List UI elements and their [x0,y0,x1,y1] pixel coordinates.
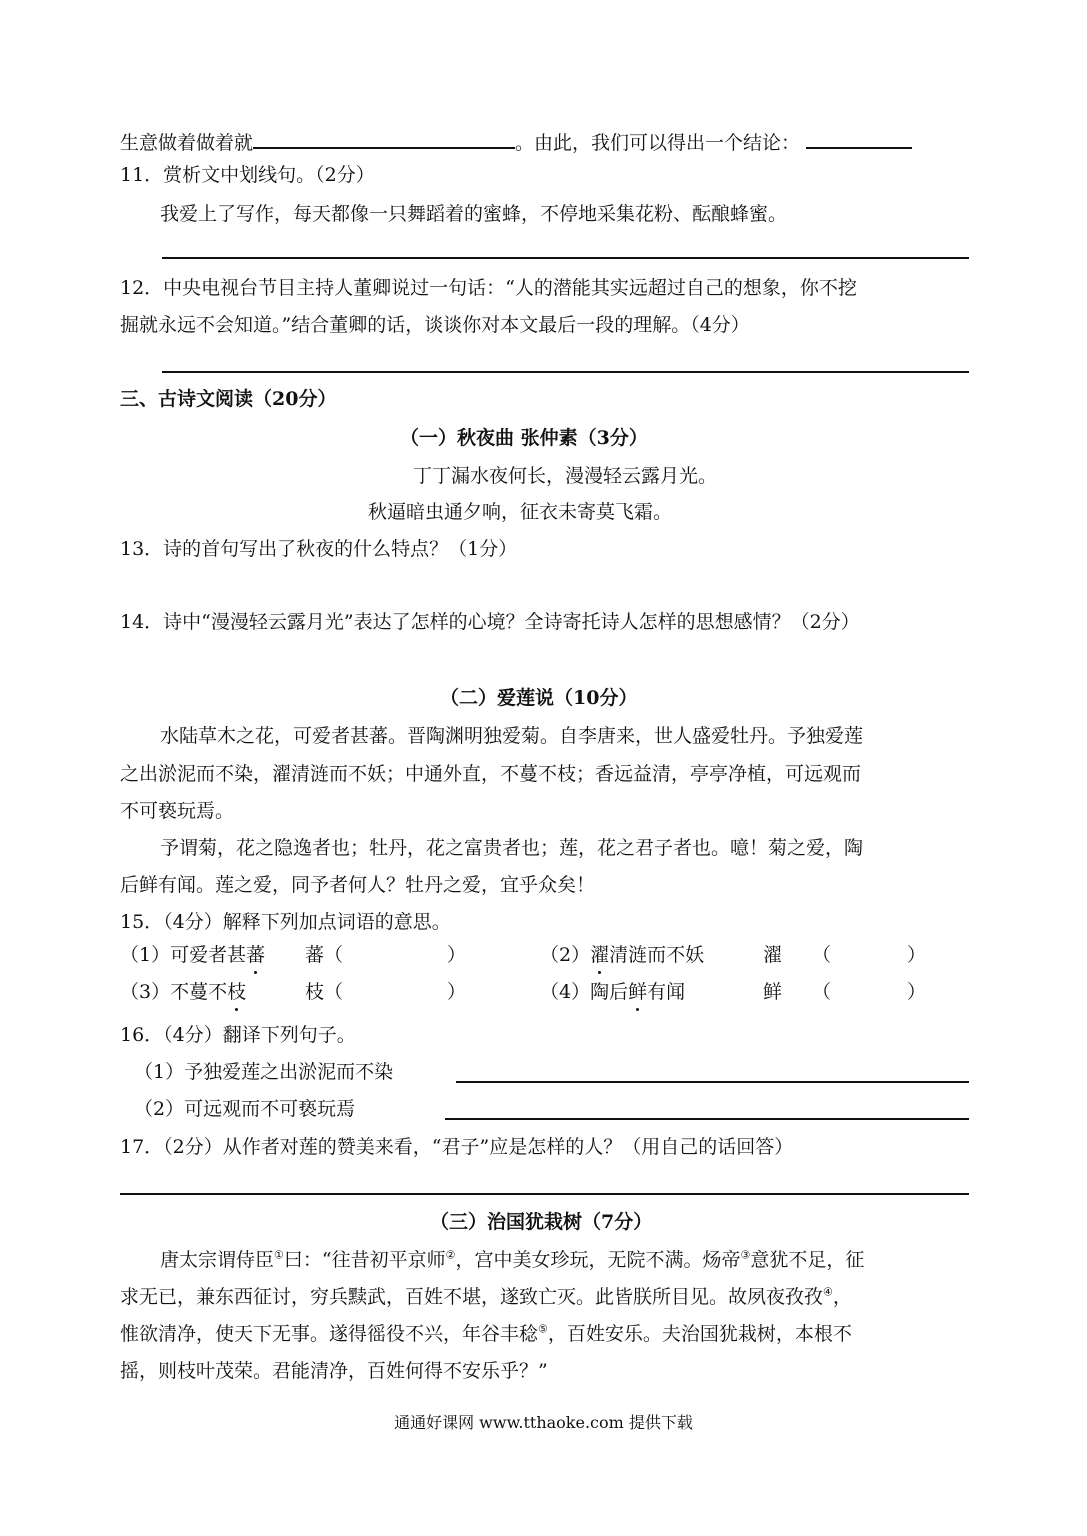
q10-text-b: 。由此，我们可以得出一个结论： [515,132,801,154]
footnote-mark-3: ③ [740,1248,751,1262]
ailian-p2-line-2: 后鲜有闻。莲之爱，同予者何人？牡丹之爱，宜乎众矣！ [120,874,596,896]
poem-line-1: 丁丁漏水夜何长，漫漫轻云露月光。 [413,465,718,487]
zhiguo-heading: （三）治国犹栽树（7分） [430,1211,653,1233]
q15-item-1-close: ） [447,944,467,966]
q15-item-2-prefix: （2） [540,944,591,966]
q11-answer-line[interactable] [162,257,969,259]
q15-item-2-word: 濯 [763,944,783,966]
q15-item-1-prefix: （1）可爱者甚 [120,944,247,966]
q16-answer-line-2[interactable] [445,1118,969,1120]
q10-blank-1[interactable] [253,127,515,149]
q11-quote: 我爱上了写作，每天都像一只舞蹈着的蜜蜂，不停地采集花粉、酝酿蜂蜜。 [160,203,788,225]
poem-heading: （一）秋夜曲 张仲素（3分） [400,427,648,449]
zhiguo-line-3 [120,1321,852,1347]
zhiguo-l2-text: 求无已，兼东西征讨，穷兵黩武，百姓不堪，遂致亡灭。此皆朕所目见。故夙夜孜孜 [120,1286,824,1308]
q15-item-2-answer [763,942,926,968]
zhiguo-l2-comma: ， [832,1286,852,1308]
q14-stem: 14．诗中“漫漫轻云露月光”表达了怎样的心境？全诗寄托诗人怎样的思想感情？（2分） [120,611,860,633]
q16-sentence-2: （2）可远观而不可亵玩焉 [134,1098,356,1120]
q17-answer-line[interactable] [120,1193,969,1195]
q10-blank-2[interactable] [806,127,912,149]
q10-text-a: 生意做着做着就 [120,132,254,154]
q15-item-1 [120,942,265,968]
q15-item-1-dotted-word: 蕃 [246,944,266,966]
q15-item-4-close: ） [907,981,927,1003]
q12-line-2: 掘就永远不会知道。”结合董卿的话，谈谈你对本文最后一段的理解。（4分） [120,314,750,336]
page-footer: 通通好课网 www.tthaoke.com 提供下载 [394,1413,693,1432]
q15-item-2-suffix: 清涟而不妖 [609,944,705,966]
q15-item-4-answer [763,979,926,1005]
q15-item-3-prefix: （3）不蔓不 [120,981,228,1003]
footnote-mark-1: ① [274,1248,284,1262]
q15-item-3-answer [305,979,466,1005]
ailian-p1-line-2: 之出淤泥而不染，濯清涟而不妖；中通外直，不蔓不枝；香远益清，亭亭净植，可远观而 [120,763,862,785]
ailian-heading: （二）爱莲说（10分） [440,687,638,709]
zhiguo-l3-part-a: 惟欲清净，使天下无事。遂得徭役不兴，年谷丰稔 [120,1323,539,1345]
q15-item-4-dotted-word: 鲜 [628,981,648,1003]
q15-item-3 [120,979,246,1005]
zhiguo-l1-part-a: 唐太宗谓侍臣 [160,1249,275,1271]
q11-stem: 11．赏析文中划线句。（2分） [120,164,375,186]
q16-answer-line-1[interactable] [456,1081,969,1083]
footnote-mark-5: ⑤ [538,1322,548,1336]
q15-item-2-dotted-word: 濯 [590,944,610,966]
q15-item-4 [540,979,685,1005]
section-title: 三、古诗文阅读（20分） [120,388,337,410]
q15-item-4-suffix: 有闻 [647,981,686,1003]
zhiguo-line-2 [120,1284,852,1310]
q12-answer-line[interactable] [162,371,969,373]
q12-line-1: 12．中央电视台节目主持人董卿说过一句话：“人的潜能其实远超过自己的想象，你不挖 [120,277,857,299]
zhiguo-line-1 [160,1247,864,1273]
q15-item-1-word: 蕃（ [305,944,344,966]
ailian-p1-line-1: 水陆草木之花，可爱者甚蕃。晋陶渊明独爱菊。自李唐来，世人盛爱牡丹。予独爱莲 [160,725,864,747]
q13-stem: 13．诗的首句写出了秋夜的什么特点？（1分） [120,538,518,560]
zhiguo-line-4: 摇，则枝叶茂荣。君能清净，百姓何得不安乐乎？” [120,1360,548,1382]
ailian-p1-line-3: 不可亵玩焉。 [120,800,235,822]
ailian-p2-line-1: 予谓菊，花之隐逸者也；牡丹，花之富贵者也；莲，花之君子者也。噫！菊之爱，陶 [160,837,864,859]
q15-item-4-open: （ [812,981,832,1003]
zhiguo-l3-part-b: ，百姓安乐。夫治国犹栽树，本根不 [547,1323,852,1345]
q10-answer-line [120,127,912,156]
q15-item-4-word: 鲜 [763,981,783,1003]
footnote-mark-4: ④ [823,1285,833,1299]
q15-item-2 [540,942,704,968]
q15-item-2-close: ） [907,944,927,966]
q15-item-2-open: （ [812,944,832,966]
footnote-mark-2: ② [445,1248,456,1262]
poem-line-2: 秋逼暗虫通夕响，征衣未寄莫飞霜。 [368,501,673,523]
q15-stem: 15．（4分）解释下列加点词语的意思。 [120,911,451,933]
q15-item-3-close: ） [447,981,467,1003]
zhiguo-l1-part-b: 曰：“往昔初平京师 [283,1249,446,1271]
q15-item-1-answer [305,942,466,968]
zhiguo-l1-part-d: 意犹不足，征 [750,1249,865,1271]
q17-stem: 17．（2分）从作者对莲的赞美来看，“君子”应是怎样的人？（用自己的话回答） [120,1136,794,1158]
q15-item-4-prefix: （4）陶后 [540,981,629,1003]
q16-stem: 16．（4分）翻译下列句子。 [120,1024,356,1046]
q15-item-3-dotted-word: 枝 [227,981,247,1003]
q15-item-3-word: 枝（ [305,981,344,1003]
zhiguo-l1-part-c: ，宫中美女珍玩，无院不满。炀帝 [455,1249,741,1271]
q16-sentence-1: （1）予独爱莲之出淤泥而不染 [134,1061,394,1083]
